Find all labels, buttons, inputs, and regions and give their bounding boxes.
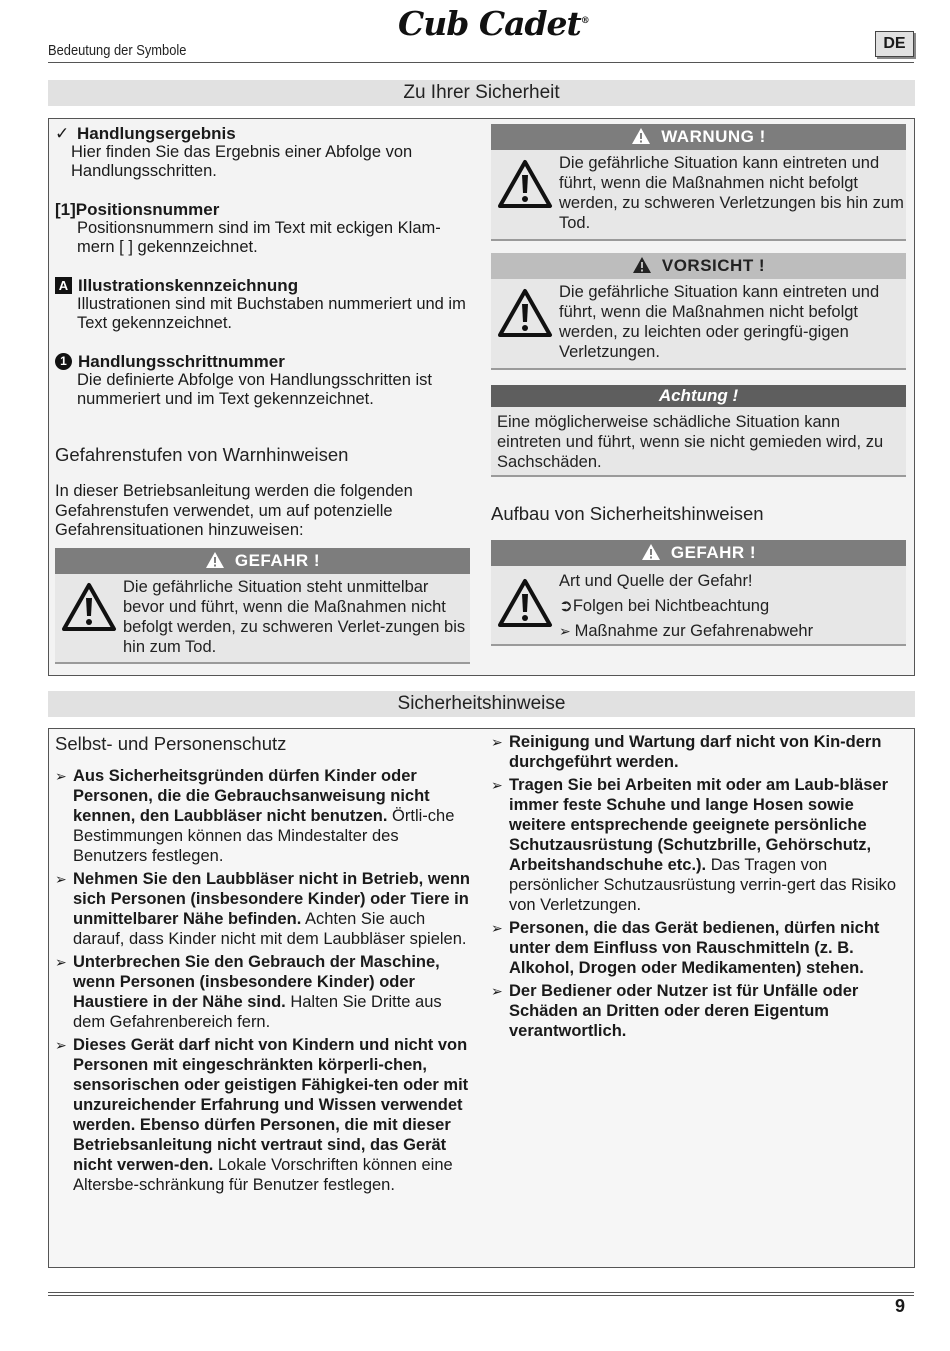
warning-triangle-icon (497, 578, 553, 628)
warnung-header (491, 124, 906, 150)
structure-line-measure (559, 621, 813, 641)
symbol-item-illustration (55, 276, 475, 333)
consequence-text: Folgen bei Nichtbeachtung (572, 597, 770, 615)
footer-divider (48, 1292, 914, 1293)
footer-divider (48, 1295, 914, 1296)
safety-symbols-box (48, 118, 915, 676)
registered-mark: ® (580, 16, 589, 26)
section-title-safety-notes: Sicherheitshinweise (48, 691, 915, 717)
structure-header (491, 540, 906, 566)
structure-label: GEFAHR ! (670, 543, 757, 562)
symbol-item-result (55, 124, 475, 181)
warnung-panel (491, 124, 906, 241)
safety-notes-box (48, 728, 915, 1268)
warning-triangle-icon (497, 288, 553, 338)
warning-triangle-icon (632, 256, 652, 274)
item-text: Illustrationen sind mit Buchstaben nummeriert und im Text gekennzeichnet. (77, 295, 466, 332)
personal-protection-heading: Selbst- und Personenschutz (55, 733, 287, 754)
brand-logo (398, 4, 589, 43)
bullet-bold-text: Tragen Sie bei Arbeiten mit oder am Laub-bläser immer feste Schuhe und lange Hosen sowie weitere entsprechende geeignete persönliche Schutzausrüstung (Schutzbrille, Gehörschutz, Arbeitshandschuhe etc.). (509, 776, 888, 874)
bullet-text: Achten Sie auch darauf, dass Kinder nicht mit dem Laubbläser spielen. (73, 910, 467, 948)
bullet-bold-text: Dieses Gerät darf nicht von Kindern und nicht von Personen mit eingeschränkten körperli-chen, sensorischen oder geistigen Fähigkei-ten oder mit unzureichender Erfahrung und Wissen verwendet werden. Ebenso dürfen Personen, die mit dieser Betriebsanleitung nicht vertraut sind, das Gerät nicht verwen-den. (73, 1036, 469, 1174)
arrowhead-bullet-icon: ➢ (559, 623, 575, 639)
gefahr-header (55, 548, 470, 574)
structure-body (491, 566, 906, 646)
list-item (491, 918, 909, 978)
safety-notes-right-column (491, 732, 909, 1041)
symbols-column (55, 124, 475, 664)
page-number: 9 (895, 1296, 906, 1316)
bullet-bold-text: Der Bediener oder Nutzer ist für Unfälle oder Schäden an Dritten oder deren Eigentum verantwortlich. (509, 982, 859, 1040)
list-item (55, 1035, 475, 1195)
bracket-number-icon: [1] (55, 200, 76, 219)
vorsicht-body (491, 279, 906, 370)
arrowhead-bullet-icon: ➢ (55, 954, 67, 970)
arrowhead-bullet-icon: ➢ (491, 734, 503, 750)
warning-levels-column (491, 124, 906, 646)
structure-line-consequence (559, 596, 769, 616)
achtung-body (491, 407, 906, 477)
gefahr-text: Die gefährliche Situation steht unmittelbar bevor und führt, wenn die Maßnahmen nicht befolgt werden, zu schweren Verlet-zungen bis hin zum Tod. (123, 577, 466, 656)
list-item (491, 981, 909, 1041)
gefahr-body (55, 574, 470, 664)
item-text: Die definierte Abfolge von Handlungsschritten ist nummeriert und im Text gekennzeichnet. (77, 371, 432, 408)
achtung-text: Eine möglicherweise schädliche Situation kann eintreten und führt, wenn sie nicht gemieden wird, zu Sachschäden. (497, 413, 884, 471)
list-item (491, 732, 909, 772)
achtung-panel (491, 385, 906, 477)
brand-logo-text: Cub Cadet (398, 4, 581, 43)
bullet-text: Örtli-che Bestimmungen können das Mindestalter des Benutzers festlegen. (73, 807, 455, 865)
measure-text: Maßnahme zur Gefahrenabwehr (574, 622, 814, 640)
gefahr-panel (55, 548, 470, 664)
gefahr-label: GEFAHR ! (234, 550, 321, 570)
arrowhead-bullet-icon: ➢ (491, 983, 503, 999)
arrowhead-bullet-icon: ➢ (55, 1037, 67, 1053)
bullet-list-left (55, 766, 475, 1195)
curved-arrow-icon: ➲ (559, 597, 573, 615)
warning-triangle-icon (205, 551, 225, 569)
item-text: Positionsnummern sind im Text mit eckigen Klam-mern [ ] gekennzeichnet. (77, 219, 441, 256)
structure-heading: Aufbau von Sicherheitshinweisen (491, 503, 764, 524)
item-title: Handlungsergebnis (77, 124, 236, 143)
bullet-bold-text: Personen, die das Gerät bedienen, dürfen nicht unter dem Einfluss von Rauschmitteln (z. B. Alkohol, Drogen oder Medikamenten) stehen. (509, 919, 880, 977)
warning-triangle-icon (631, 127, 651, 145)
warning-triangle-icon (497, 159, 553, 209)
structure-line-source: Art und Quelle der Gefahr! (559, 572, 753, 590)
vorsicht-text: Die gefährliche Situation kann eintreten und führt, wenn die Maßnahmen nicht befolgt werden, zu leichten oder geringfü-gigen Verletzungen. (559, 283, 880, 361)
bullet-text: Halten Sie Dritte aus dem Gefahrenbereich fern. (73, 993, 442, 1031)
bullet-text: Lokale Vorschriften können eine Altersbe-schränkung für Benutzer festlegen. (73, 1156, 453, 1194)
header-divider (48, 62, 914, 63)
item-title: Illustrationskennzeichnung (78, 276, 299, 295)
item-text: Hier finden Sie das Ergebnis einer Abfolge von Handlungsschritten. (71, 143, 413, 180)
arrowhead-bullet-icon: ➢ (55, 871, 67, 887)
list-item (55, 869, 475, 949)
symbol-item-step (55, 352, 475, 409)
arrowhead-bullet-icon: ➢ (55, 768, 67, 784)
warning-triangle-icon (61, 582, 117, 632)
list-item (55, 766, 475, 866)
list-item (55, 952, 475, 1032)
list-item (491, 775, 909, 915)
vorsicht-label: VORSICHT ! (661, 256, 766, 275)
bullet-bold-text: Unterbrechen Sie den Gebrauch der Maschine, wenn Personen (insbesondere Kinder) oder Haustiere in der Nähe sind. (73, 953, 440, 1011)
bullet-bold-text: Reinigung und Wartung darf nicht von Kin-dern durchgeführt werden. (509, 733, 882, 771)
warnung-label: WARNUNG ! (661, 127, 766, 146)
section-title-safety: Zu Ihrer Sicherheit (48, 80, 915, 106)
arrowhead-bullet-icon: ➢ (491, 777, 503, 793)
achtung-header: Achtung ! (491, 385, 906, 407)
letter-a-icon: A (55, 277, 72, 294)
structure-example-panel (491, 540, 906, 646)
warnung-body (491, 150, 906, 241)
check-icon: ✓ (55, 124, 70, 143)
bullet-bold-text: Nehmen Sie den Laubbläser nicht in Betrieb, wenn sich Personen (insbesondere Kinder) oder Tiere in unmittelbarer Nähe befinden. (73, 870, 470, 928)
step-number-icon: 1 (55, 353, 72, 370)
language-badge: DE (875, 31, 914, 57)
vorsicht-header (491, 253, 906, 279)
bullet-text: Das Tragen von persönlicher Schutzausrüstung verrin-gert das Risiko von Verletzungen. (509, 856, 897, 914)
arrowhead-bullet-icon: ➢ (491, 920, 503, 936)
warnung-text: Die gefährliche Situation kann eintreten und führt, wenn die Maßnahmen nicht befolgt werden, zu schweren Verletzungen bis hin zum Tod. (559, 154, 904, 232)
header-section-title: Bedeutung der Symbole (48, 42, 187, 59)
item-title: Positionsnummer (75, 200, 220, 219)
item-title: Handlungsschrittnummer (78, 352, 285, 371)
danger-levels-heading: Gefahrenstufen von Warnhinweisen (55, 444, 349, 465)
symbol-item-position (55, 200, 475, 257)
bullet-bold-text: Aus Sicherheitsgründen dürfen Kinder oder Personen, die die Gebrauchsanweisung nicht kennen, den Laubbläser nicht benutzen. (73, 767, 430, 825)
vorsicht-panel (491, 253, 906, 370)
safety-notes-left-column (55, 733, 475, 1195)
warning-triangle-icon (641, 543, 661, 561)
danger-levels-intro: In dieser Betriebsanleitung werden die folgenden Gefahrenstufen verwendet, um auf potenzielle Gefahrensituationen hinzuweisen: (55, 482, 413, 539)
